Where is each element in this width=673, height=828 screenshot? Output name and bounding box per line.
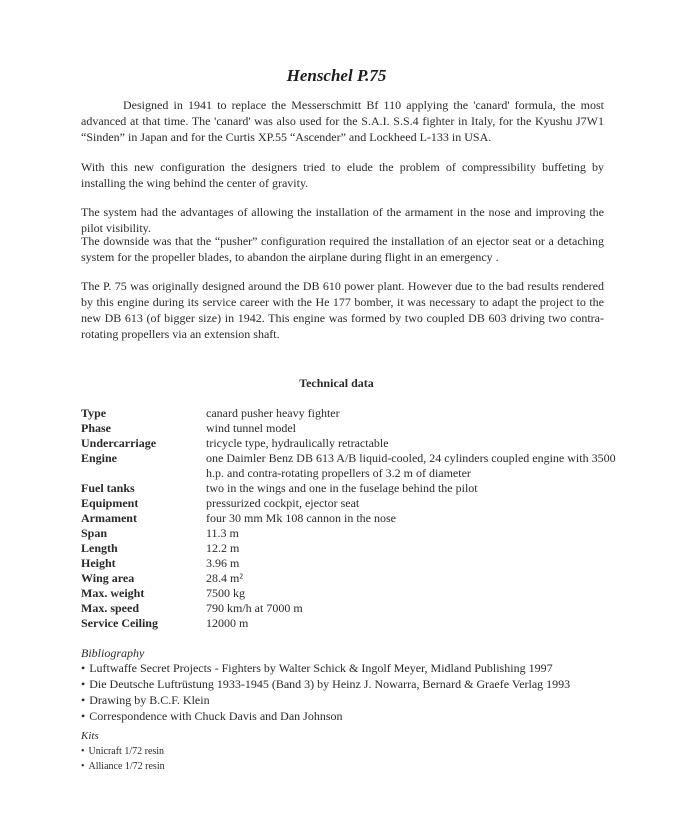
table-row — [81, 451, 621, 481]
spec-value: 7500 kg — [206, 586, 245, 600]
spec-label: Armament — [81, 511, 137, 525]
spec-label: Engine — [81, 451, 118, 465]
table-row — [81, 601, 621, 616]
table-row — [81, 481, 621, 496]
paragraph-advantages: The system had the advantages of allowing the installation of the armament in the nose and improving the pilot visibility. — [81, 205, 604, 235]
spec-label: Fuel tanks — [81, 481, 135, 495]
spec-value: two in the wings and one in the fuselage behind the pilot — [206, 481, 478, 495]
spec-label: Span — [81, 526, 108, 540]
spec-value: tricycle type, hydraulically retractable — [206, 436, 389, 450]
technical-data-heading: Technical data — [299, 376, 374, 390]
spec-value: 12.2 m — [206, 541, 240, 555]
table-row — [81, 541, 621, 556]
kits-heading: Kits — [81, 730, 99, 742]
paragraph-downside: The downside was that the “pusher” configuration required the installation of an ejector seat or a detaching system for the propeller blades, to abandon the airplane during flight in an emergency . — [81, 234, 604, 264]
spec-label: Length — [81, 541, 118, 555]
table-row — [81, 616, 621, 631]
list-item — [81, 759, 165, 774]
bibliography-heading: Bibliography — [81, 646, 145, 660]
spec-label: Height — [81, 556, 116, 570]
spec-value: four 30 mm Mk 108 cannon in the nose — [206, 511, 396, 525]
paragraph-powerplant: The P. 75 was originally designed around the DB 610 power plant. However due to the bad results rendered by this engine during its service career with the He 177 bomber, it was necessary to adapt the project to the new DB 613 (of bigger size) in 1942. This engine was formed by two coupled DB 603 driving two contra-rotating propellers via an extension shaft. — [81, 279, 604, 341]
list-item — [81, 744, 165, 759]
spec-label: Equipment — [81, 496, 139, 510]
spec-value: one Daimler Benz DB 613 A/B liquid-cooled, 24 cylinders coupled engine with 3500 h.p. and contra-rotating propellers of 3.2 m of diameter — [206, 451, 616, 480]
table-row — [81, 571, 621, 586]
list-item — [81, 676, 570, 692]
kit-entry: Unicraft 1/72 resin — [88, 746, 165, 757]
table-row — [81, 511, 621, 526]
spec-label: Max. speed — [81, 601, 139, 615]
spec-value: 12000 m — [206, 616, 249, 630]
list-item — [81, 692, 570, 708]
table-row — [81, 496, 621, 511]
table-row — [81, 586, 621, 601]
spec-value: 11.3 m — [206, 526, 239, 540]
bibliography-list — [81, 660, 570, 724]
bibliography-entry: Die Deutsche Luftrüstung 1933-1945 (Band 3) by Heinz J. Nowarra, Bernard & Graefe Verlag 1993 — [89, 677, 571, 691]
spec-label: Phase — [81, 421, 111, 435]
spec-value: wind tunnel model — [206, 421, 296, 435]
table-row — [81, 421, 621, 436]
spec-value: 790 km/h at 7000 m — [206, 601, 303, 615]
spec-label: Service Ceiling — [81, 616, 158, 630]
spec-label: Undercarriage — [81, 436, 157, 450]
spec-label: Wing area — [81, 571, 135, 585]
technical-data-table — [81, 406, 621, 631]
kits-list — [81, 744, 165, 774]
spec-value: 3.96 m — [206, 556, 240, 570]
bibliography-entry: Correspondence with Chuck Davis and Dan Johnson — [89, 709, 343, 723]
table-row — [81, 436, 621, 451]
spec-value: 28.4 m² — [206, 571, 243, 585]
paragraph-configuration: With this new configuration the designers tried to elude the problem of compressibility buffeting by installing the wing behind the center of gravity. — [81, 160, 604, 190]
table-row — [81, 556, 621, 571]
bibliography-entry: Drawing by B.C.F. Klein — [89, 693, 210, 707]
kit-entry: Alliance 1/72 resin — [88, 761, 165, 772]
spec-label: Type — [81, 406, 107, 420]
list-item — [81, 660, 570, 676]
table-row — [81, 526, 621, 541]
bibliography-entry: Luftwaffe Secret Projects - Fighters by Walter Schick & Ingolf Meyer, Midland Publishing 1997 — [89, 661, 553, 675]
spec-value: canard pusher heavy fighter — [206, 406, 340, 420]
table-row — [81, 406, 621, 421]
paragraph-intro: Designed in 1941 to replace the Messerschmitt Bf 110 applying the 'canard' formula, the most advanced at that time. The 'canard' was also used for the S.A.I. S.S.4 fighter in Italy, for the Kyushu J7W1 “Sinden” in Japan and for the Curtis XP.55 “Ascender” and Lockheed L-133 in USA. — [81, 98, 604, 144]
spec-value: pressurized cockpit, ejector seat — [206, 496, 360, 510]
page-title: Henschel P.75 — [286, 66, 387, 85]
list-item — [81, 708, 570, 724]
spec-label: Max. weight — [81, 586, 145, 600]
